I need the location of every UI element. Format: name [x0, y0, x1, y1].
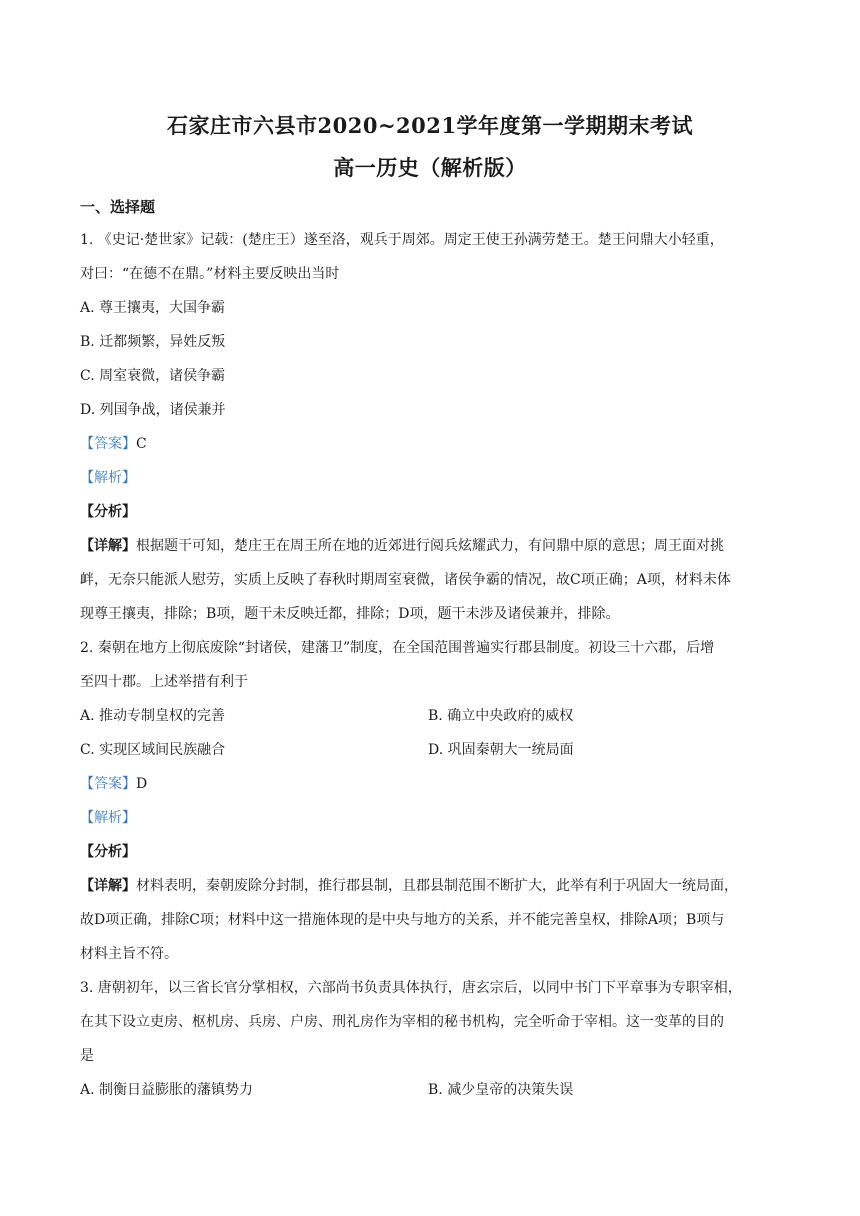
q3-stem-line1: 3. 唐朝初年，以三省长官分掌相权，六部尚书负责具体执行，唐玄宗后，以同中书门下平章事为专职宰相， — [80, 980, 742, 996]
answer-tag: 【答案】 — [80, 776, 136, 792]
q1-answer — [80, 434, 780, 454]
q1-option-b: B. 迁都频繁，异姓反叛 — [80, 334, 226, 350]
q1-detail-line3: 现尊王攘夷，排除；B项，题干未反映迁都，排除；D项，题干未涉及诸侯兼并，排除。 — [80, 606, 620, 622]
detail-tag: 【详解】 — [80, 878, 136, 894]
q1-answer-value: C — [136, 436, 147, 452]
q1-stem-line1: 1. 《史记·楚世家》记载：(楚庄王）遂至洛，观兵于周郊。周定王使王孙满劳楚王。楚王问鼎大小轻重， — [80, 232, 724, 248]
q3-option-a: A. 制衡日益膨胀的藩镇势力 — [80, 1082, 254, 1098]
q2-stem-line1: 2. 秦朝在地方上彻底废除“封诸侯，建藩卫”制度，在全国范围普遍实行郡县制度。初设三十六郡，后增 — [80, 640, 715, 656]
q1-fenxi-tag: 【分析】 — [80, 504, 136, 520]
q1-option-a: A. 尊王攘夷，大国争霸 — [80, 300, 226, 316]
q2-answer — [80, 774, 780, 794]
q1-option-c: C. 周室衰微，诸侯争霸 — [80, 368, 226, 384]
q2-analysis-tag: 【解析】 — [80, 810, 136, 826]
q2-detail-line3: 材料主旨不符。 — [80, 946, 178, 962]
q3-stem-line3: 是 — [80, 1048, 94, 1064]
q1-analysis-tag: 【解析】 — [80, 470, 136, 486]
document-subtitle: 高一历史（解析版） — [333, 155, 527, 180]
detail-tag: 【详解】 — [80, 538, 136, 554]
answer-tag: 【答案】 — [80, 436, 136, 452]
q1-detail-line1 — [80, 536, 780, 556]
q2-fenxi-tag: 【分析】 — [80, 844, 136, 860]
q2-option-a: A. 推动专制皇权的完善 — [80, 708, 226, 724]
q2-option-d: D. 巩固秦朝大一统局面 — [428, 742, 574, 758]
q1-detail-line2: 衅，无奈只能派人慰劳，实质上反映了春秋时期周室衰微，诸侯争霸的情况，故C项正确；A项，材料未体 — [80, 572, 731, 588]
q1-stem-line2: 对曰：“在德不在鼎。”材料主要反映出当时 — [80, 266, 340, 282]
document-title: 石家庄市六县市2020~2021学年度第一学期期末考试 — [167, 113, 693, 138]
q3-stem-line2: 在其下设立吏房、枢机房、兵房、户房、刑礼房作为宰相的秘书机构，完全听命于宰相。这一变革的目的 — [80, 1014, 724, 1030]
q2-stem-line2: 至四十郡。上述举措有利于 — [80, 674, 248, 690]
q2-detail-line1 — [80, 876, 780, 896]
q1-detail-text1: 根据题干可知，楚庄王在周王所在地的近郊进行阅兵炫耀武力，有问鼎中原的意思；周王面对挑 — [136, 538, 724, 554]
q2-option-c: C. 实现区域间民族融合 — [80, 742, 226, 758]
q2-detail-text1: 材料表明，秦朝废除分封制，推行郡县制，且郡县制范围不断扩大，此举有利于巩固大一统局面， — [136, 878, 738, 894]
q2-answer-value: D — [136, 776, 148, 792]
q1-option-d: D. 列国争战，诸侯兼并 — [80, 402, 226, 418]
q2-option-b: B. 确立中央政府的威权 — [428, 708, 574, 724]
q3-option-b: B. 减少皇帝的决策失误 — [428, 1082, 574, 1098]
section-title: 一、选择题 — [80, 198, 156, 216]
q2-detail-line2: 故D项正确，排除C项；材料中这一措施体现的是中央与地方的关系，并不能完善皇权，排除A项；B项与 — [80, 912, 725, 928]
